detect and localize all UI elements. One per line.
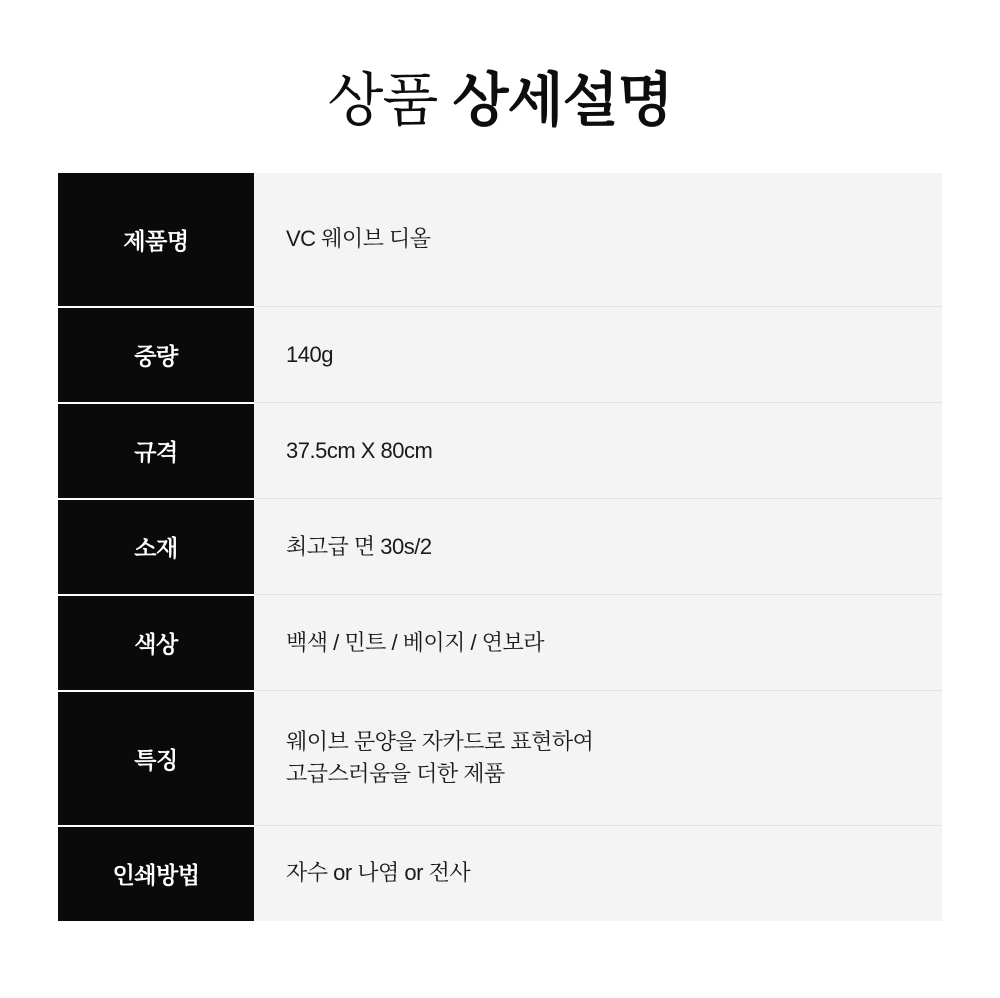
table-row [58,595,942,691]
spec-label-cell: 제품명 [58,173,254,307]
spec-value-cell [254,173,942,307]
spec-value-line: 37.5cm X 80cm [286,437,433,463]
spec-label-cell: 중량 [58,307,254,403]
table-row [58,499,942,595]
table-row [58,307,942,403]
spec-value-line: VC 웨이브 디올 [286,226,431,252]
page-title-block [0,0,1000,173]
spec-label-cell: 인쇄방법 [58,826,254,921]
spec-label-cell: 규격 [58,403,254,499]
page-title [0,68,1000,135]
spec-value-line: 백색 / 민트 / 베이지 / 연보라 [286,629,545,655]
spec-value-cell [254,403,942,499]
table-row [58,691,942,826]
page-title-bold: 상세설명 [452,68,673,133]
table-row [58,173,942,307]
spec-value-cell [254,826,942,921]
spec-value-cell [254,499,942,595]
spec-value-line: 140g [286,341,333,367]
table-row [58,403,942,499]
spec-value-line: 고급스러움을 더한 제품 [286,761,505,787]
spec-value-line: 웨이브 문양을 자카드로 표현하여 [286,729,594,755]
spec-value-cell [254,595,942,691]
spec-value-cell [254,691,942,826]
spec-table-body [58,173,942,921]
spec-value-cell [254,307,942,403]
spec-label-cell: 특징 [58,691,254,826]
spec-value-line: 자수 or 나염 or 전사 [286,860,471,886]
table-row [58,826,942,921]
spec-label-cell: 소재 [58,499,254,595]
spec-value-line: 최고급 면 30s/2 [286,533,432,559]
spec-label-cell: 색상 [58,595,254,691]
product-spec-table [58,173,942,921]
page-title-light: 상품 [327,68,453,133]
